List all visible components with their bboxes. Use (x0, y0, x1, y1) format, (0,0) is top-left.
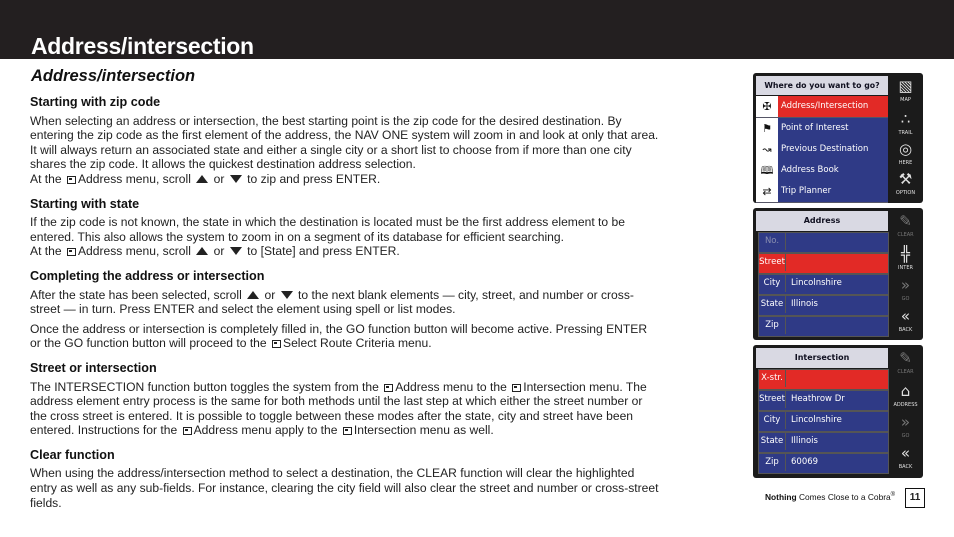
menu-icon (384, 384, 393, 392)
page-number: 11 (905, 488, 925, 508)
screen-main-menu (753, 73, 923, 203)
menu-label: Previous Destination (781, 144, 869, 154)
screen-intersection (753, 345, 923, 478)
text: to zip and press ENTER. (247, 171, 381, 186)
go-button[interactable] (891, 411, 920, 445)
menu-icon (67, 176, 76, 184)
field-xstr[interactable] (758, 369, 889, 390)
field-label: City (759, 275, 786, 292)
text: At the (30, 171, 62, 186)
field-value: Lincolnshire (791, 415, 842, 425)
field-value: Illinois (791, 299, 818, 309)
text: Address menu apply to the (193, 423, 338, 438)
text: or (264, 287, 276, 302)
text: Once the address or intersection is completely filled in, the GO function button will become active. Pressing ENTER or the GO function button will proceed to the (30, 321, 648, 351)
text: to the next blank elements — city, street, and number or cross-street — in turn. Press ENTER and select the element using spell or list modes. (30, 287, 634, 317)
trip-icon: ⇄ (756, 181, 778, 202)
section-street (30, 361, 660, 438)
text: Intersection menu as well. (353, 423, 494, 438)
menu-label: Point of Interest (781, 123, 849, 133)
tagline-text: Comes Close to a Cobra (798, 492, 891, 502)
intersection-icon: ╬ (900, 245, 911, 263)
map-button[interactable] (891, 75, 920, 109)
go-button[interactable] (891, 274, 920, 308)
field-city[interactable] (758, 274, 889, 295)
option-button[interactable] (891, 168, 920, 202)
arrow-up-icon (247, 291, 259, 299)
screen-title: Intersection (756, 348, 888, 368)
menu-icon (343, 427, 352, 435)
menu-label: Address Book (781, 165, 839, 175)
field-label: State (759, 433, 786, 450)
address-icon: ⌂ (900, 382, 911, 400)
section-clear (30, 448, 660, 510)
menu-item-poi[interactable] (756, 118, 888, 140)
text: The INTERSECTION function button toggles the system from the (30, 379, 379, 394)
paragraph (30, 288, 660, 317)
paragraph (30, 322, 660, 351)
book-icon: 🕮 (756, 160, 778, 181)
menu-icon (183, 427, 192, 435)
inter-button[interactable] (891, 243, 920, 277)
trail-icon: ∴ (900, 110, 911, 128)
heading-complete: Completing the address or intersection (30, 268, 265, 283)
field-zip[interactable] (758, 453, 889, 474)
back-button[interactable] (891, 442, 920, 476)
text: Address menu to the (395, 379, 507, 394)
address-button[interactable] (891, 380, 920, 414)
menu-icon (67, 248, 76, 256)
address-sign-icon: ✠ (756, 96, 778, 117)
field-value: Illinois (791, 436, 818, 446)
arrow-up-icon (196, 247, 208, 255)
paragraph (30, 114, 660, 187)
field-label: Zip (759, 454, 786, 471)
field-street[interactable] (758, 390, 889, 411)
registered-mark: ® (890, 492, 896, 499)
menu-icon (272, 340, 281, 348)
button-label: GO (901, 296, 910, 302)
page-header (0, 0, 954, 59)
tagline-bold: Nothing (765, 492, 797, 502)
section-zip (30, 95, 660, 187)
arrow-down-icon (230, 247, 242, 255)
text: to [State] and press ENTER. (247, 244, 400, 259)
back-arrows-icon: « (900, 307, 911, 325)
menu-item-previous[interactable] (756, 139, 888, 161)
arrow-up-icon (196, 175, 208, 183)
text: Select Route Criteria menu. (283, 336, 432, 351)
text: or (213, 244, 225, 259)
route-icon: ↝ (756, 139, 778, 160)
section-state (30, 197, 660, 259)
button-label: BACK (898, 464, 913, 470)
heading-street: Street or intersection (30, 360, 157, 375)
eraser-icon: ✎ (899, 212, 912, 230)
paragraph (30, 215, 660, 259)
field-no[interactable] (758, 232, 889, 253)
button-label: MAP (900, 97, 911, 103)
menu-item-address[interactable] (756, 96, 888, 118)
field-label: State (759, 296, 786, 313)
field-value: Heathrow Dr (791, 394, 845, 404)
field-street[interactable] (758, 253, 889, 274)
back-arrows-icon: « (900, 444, 911, 462)
button-label: ADDRESS (893, 402, 918, 408)
screen-title: Address (756, 211, 888, 231)
field-label: X-str. (759, 370, 786, 387)
arrow-down-icon (230, 175, 242, 183)
button-label: GO (901, 433, 910, 439)
field-label: No. (759, 233, 786, 250)
back-button[interactable] (891, 305, 920, 339)
text: or (213, 171, 225, 186)
field-city[interactable] (758, 411, 889, 432)
button-label: INTER (898, 265, 913, 271)
text: Address menu, scroll (77, 171, 191, 186)
map-icon: ▧ (898, 77, 913, 95)
field-state[interactable] (758, 432, 889, 453)
text: Intersection menu. The address element entry process is the same for both methods until the last step at which either the street number or the cross street is entered. It is possible to toggle between these modes after the state, city and street have been entered. Instructions for the (30, 379, 647, 438)
arrow-down-icon (281, 291, 293, 299)
paragraph (30, 380, 660, 438)
text: If the zip code is not known, the state in which the destination is located must be the first address element to be entered. This also allows the system to zoom in on a segment of its database for efficient searching. (30, 215, 625, 244)
heading-state: Starting with state (30, 196, 140, 211)
page-title: Address/intersection (31, 33, 254, 59)
field-label: City (759, 412, 786, 429)
button-label: CLEAR (897, 232, 914, 238)
field-label: Street (759, 391, 786, 408)
button-label: BACK (898, 327, 913, 333)
field-state[interactable] (758, 295, 889, 316)
heading-zip: Starting with zip code (30, 95, 161, 109)
menu-item-address-book[interactable] (756, 160, 888, 182)
eraser-icon: ✎ (899, 349, 912, 367)
target-icon: ◎ (898, 140, 913, 158)
flag-icon: ⚑ (756, 118, 778, 139)
body-text (30, 95, 660, 520)
here-button[interactable] (891, 138, 920, 172)
screen-address (753, 208, 923, 340)
heading-clear: Clear function (30, 447, 115, 462)
button-label: HERE (898, 160, 913, 166)
wrench-icon: ⚒ (898, 170, 913, 188)
text: When selecting an address or intersection, the best starting point is the zip code for the desired destination. By entering the zip code as the first element of the address, the NAV ONE system will zoom in and look at only that area. It will always return an associated state and either a single city or a short list to choose from if more than one city shares the zip code. It allows the quickest destination address selection. (30, 113, 659, 172)
field-zip[interactable] (758, 316, 889, 337)
button-label: TRAIL (898, 130, 913, 136)
text: Address menu, scroll (77, 244, 191, 259)
go-arrows-icon: » (900, 413, 911, 431)
menu-item-trip-planner[interactable] (756, 181, 888, 203)
menu-label: Trip Planner (781, 186, 832, 196)
menu-label: Address/Intersection (781, 101, 869, 111)
button-label: CLEAR (897, 369, 914, 375)
section-title: Address/intersection (31, 67, 196, 85)
go-arrows-icon: » (900, 276, 911, 294)
field-label: Street (759, 254, 786, 271)
screen-title: Where do you want to go? (756, 76, 888, 95)
field-value: Lincolnshire (791, 278, 842, 288)
trail-button[interactable] (891, 108, 920, 142)
text: At the (30, 244, 62, 259)
field-label: Zip (759, 317, 786, 334)
button-label: OPTION (895, 190, 916, 196)
clear-button[interactable] (891, 347, 920, 381)
footer-tagline (765, 492, 895, 502)
section-complete (30, 269, 660, 351)
text: After the state has been selected, scroll (30, 287, 242, 302)
clear-button[interactable] (891, 210, 920, 244)
menu-icon (512, 384, 521, 392)
field-value: 60069 (791, 457, 819, 467)
paragraph: When using the address/intersection method to select a destination, the CLEAR function will clear the highlighted entry as well as any sub-fields. For instance, clearing the city field will also clear the street and number or cross-street fields. (30, 466, 659, 510)
